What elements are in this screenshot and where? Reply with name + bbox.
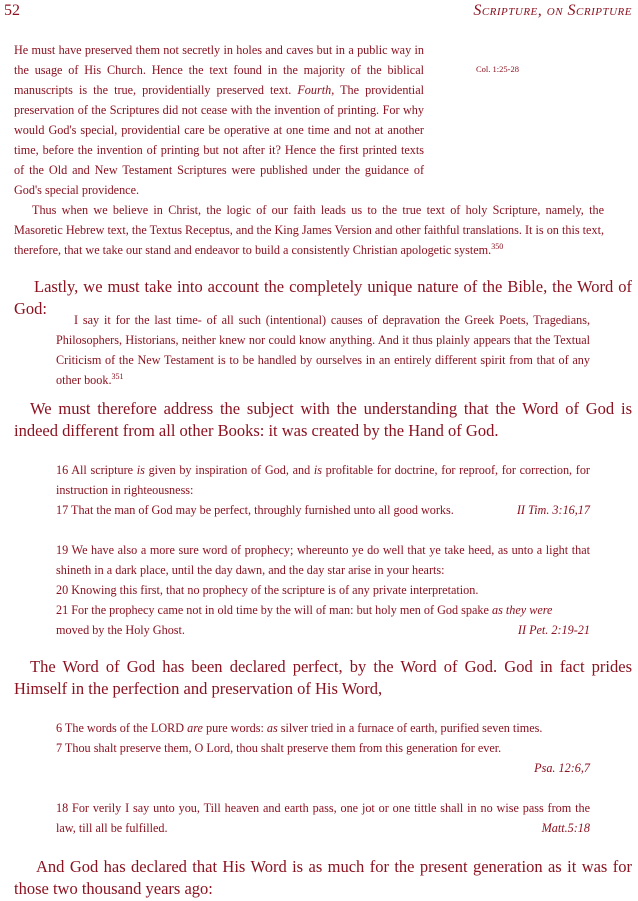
reference-psa: Psa. 12:6,7 [534,761,590,775]
verse-text: 6 The words of the LORD [56,721,188,735]
verse-text: profitable for doctrine, for reproof, for correction, for instruction in righteousness: [56,463,590,497]
margin-note: Col. 1:25-28 [476,64,519,74]
paragraph-1-text: He must have preserved them not secretly in holes and caves but in a public way in the usage of His Church. Hence the text found in the majority of the biblical manuscripts is the true, providentially preserved text. Fourth, The providential preservation of the Scriptures did not cease with the invention of printing. For why would God's special, providential care be operative at one time and not at another time, before the invention of printing but not after it? Hence the first printed texts of the Old and New Testament Scriptures were published under the guidance of God's special providence. [14,43,424,197]
italic-fourth: Fourth [297,83,332,97]
verse-italic: is [313,463,322,477]
running-title: Scripture, on Scripture [473,2,632,19]
scripture-quote-pet [56,540,590,640]
scripture-quote-psa [56,718,590,778]
paragraph-2 [14,200,604,260]
verse-italic: as they were [491,603,553,617]
verse-text: 18 For verily I say unto you, Till heaven and earth pass, one jot or one tittle shall in no wise pass from the law, till all be fulfilled. [56,801,590,835]
paragraph-2-body: Thus when we believe in Christ, the logic of our faith leads us to the true text of holy Scripture, namely, the Masoretic Hebrew text, the Textus Receptus, and the King James Version and other faithful translations. It is on this text, therefore, that we take our stand and endeavor to build a consistently Christian apologetic system. [14,203,604,257]
verse-text: 21 For the prophecy came not in old time by the will of man: but holy men of God spake [56,603,492,617]
block-quote-1-body: I say it for the last time- of all such (intentional) causes of depravation the Greek Poets, Tragedians, Philosophers, Historians, neither knew nor could know anything. And it thus plainly appears that the Textual Criticism of the New Testament is to be handled by ourselves in an entirely different spirit from that of any other book. [56,313,590,387]
verse-text: silver tried in a furnace of earth, purified seven times. [277,721,543,735]
verse-text: given by inspiration of God, and [144,463,314,477]
page-number: 52 [4,2,20,19]
verse-text: pure words: [202,721,267,735]
block-quote-1 [56,310,590,390]
verse-text: 16 All scripture [56,463,137,477]
verse-text: moved by the Holy Ghost. [56,623,185,637]
large-paragraph-4-text: And God has declared that His Word is as much for the present generation as it was for those two thousand years ago: [14,857,632,898]
verse-italic: is [136,463,145,477]
paragraph-2-text [14,200,604,260]
verse-tim-17 [56,500,590,520]
verse-pet-21-cont [56,620,590,640]
footnote-351: 351 [111,371,124,381]
reference-matt: Matt.5:18 [541,821,590,835]
scripture-quote-matt [56,798,590,838]
verse-pet-21 [56,600,590,620]
large-paragraph-1-text: Lastly, we must take into account the completely unique nature of the Bible, the Word of God: [14,277,632,318]
large-paragraph-3 [14,656,632,700]
large-paragraph-2-text: We must therefore address the subject with the understanding that the Word of God is indeed different from all other Books: it was created by the Hand of God. [14,399,632,440]
verse-pet-19: 19 We have also a more sure word of prophecy; whereunto ye do well that ye take heed, as unto a light that shineth in a dark place, until the day dawn, and the day star arise in your hearts: [56,543,590,577]
reference-psa-line [56,758,590,778]
verse-italic: as [266,721,278,735]
footnote-350: 350 [491,241,504,251]
reference-tim: II Tim. 3:16,17 [516,503,590,517]
reference-pet: II Pet. 2:19-21 [517,623,590,637]
block-quote-1-text [56,310,590,390]
verse-text: 17 That the man of God may be perfect, throughly furnished unto all good works. [56,503,454,517]
scripture-quote-tim [56,460,590,520]
large-paragraph-4 [14,856,632,900]
verse-psa-6 [56,718,590,738]
verse-pet-20: 20 Knowing this first, that no prophecy of the scripture is of any private interpretation. [56,583,479,597]
verse-tim-16 [56,460,590,500]
verse-psa-7: 7 Thou shalt preserve them, O Lord, thou shalt preserve them from this generation for ever. [56,741,502,755]
verse-matt-18 [56,798,590,838]
large-paragraph-2 [14,398,632,442]
large-paragraph-3-text: The Word of God has been declared perfect, by the Word of God. God in fact prides Himself in the perfection and preservation of His Word, [14,657,632,698]
paragraph-1 [14,40,424,200]
verse-italic: are [187,721,203,735]
